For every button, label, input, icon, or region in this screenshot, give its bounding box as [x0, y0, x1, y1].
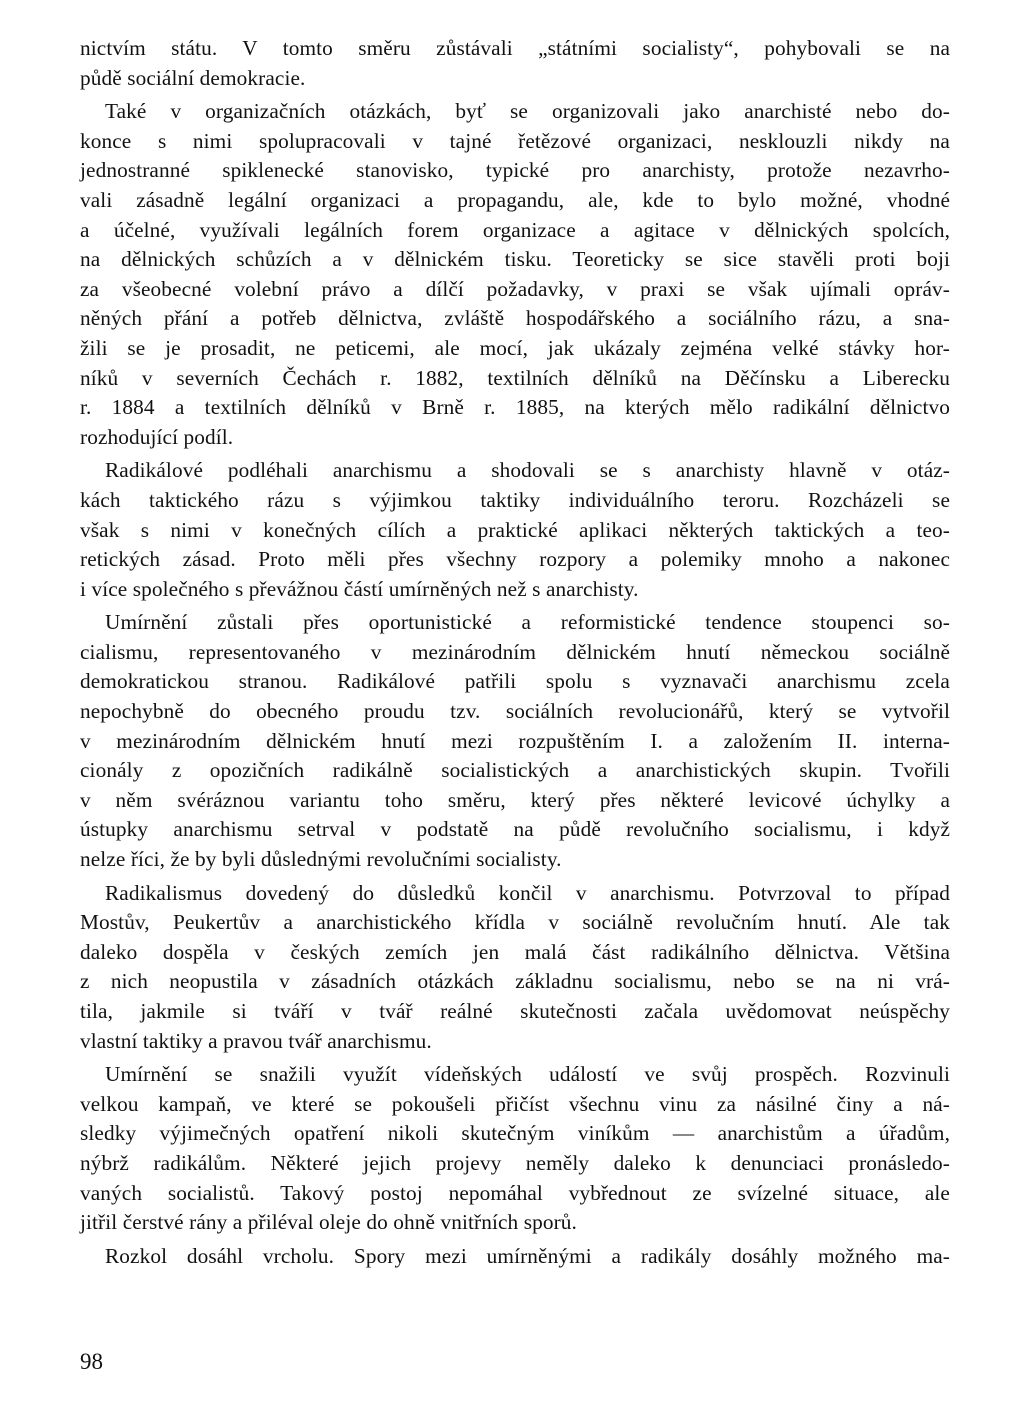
text-line: ústupky anarchismu setrval v podstatě na půdě revolučního socialismu, i když [80, 817, 950, 842]
text-line: Radikálové podléhali anarchismu a shodovali se s anarchisty hlavně v otáz- [105, 458, 950, 483]
text-line: Umírnění se snažili využít vídeňských událostí ve svůj prospěch. Rozvinuli [105, 1062, 950, 1087]
text-line: v něm svéráznou variantu toho směru, který přes některé levicové úchylky a [80, 787, 950, 812]
text-line: daleko dospěla v českých zemích jen malá část radikálního dělnictva. Většina [80, 939, 950, 964]
text-line: konce s nimi spolupracovali v tajné řetězové organizaci, nesklouzli nikdy na [80, 128, 950, 153]
paragraph-5 [80, 879, 950, 1057]
page-number: 98 [80, 1349, 103, 1374]
text-line: nelze říci, že by byli důslednými revolučními socialisty. [80, 847, 562, 872]
text-line: níků v severních Čechách r. 1882, textilních dělníků na Děčínsku a Liberecku [80, 365, 950, 390]
text-line: Mostův, Peukertův a anarchistického křídla v sociálně revolučním hnutí. Ale tak [80, 910, 950, 935]
text-line: z nich neopustila v zásadních otázkách základnu socialismu, nebo se na ni vrá- [80, 969, 950, 994]
text-line: retických zásad. Proto měli přes všechny rozpory a polemiky mnoho a nakonec [80, 547, 950, 572]
paragraph-7 [80, 1242, 950, 1272]
text-line: cionály z opozičních radikálně socialistických a anarchistických skupin. Tvořili [80, 758, 950, 783]
paragraph-6 [80, 1060, 950, 1238]
text-line: vlastní taktiky a pravou tvář anarchismu. [80, 1028, 432, 1053]
text-line: na dělnických schůzích a v dělnickém tisku. Teoreticky se sice stavěli proti boji [80, 247, 950, 272]
text-line: Rozkol dosáhl vrcholu. Spory mezi umírněnými a radikály dosáhly možného ma- [105, 1243, 950, 1268]
text-line: nýbrž radikálům. Některé jejich projevy neměly daleko k denunciaci pronásledo- [80, 1150, 950, 1175]
text-line: kách taktického rázu s výjimkou taktiky individuálního teroru. Rozcházeli se [80, 487, 950, 512]
text-line: půdě sociální demokracie. [80, 65, 306, 90]
text-line: sledky výjimečných opatření nikoli skutečným viníkům — anarchistům a úřadům, [80, 1121, 950, 1146]
text-line: Také v organizačních otázkách, byť se organizovali jako anarchisté nebo do- [105, 99, 950, 124]
text-line: rozhodující podíl. [80, 424, 234, 449]
text-line: za všeobecné volební právo a dílčí požadavky, v praxi se však ujímali opráv- [80, 276, 950, 301]
body-text [80, 34, 950, 1271]
paragraph-4 [80, 608, 950, 874]
text-line: Radikalismus dovedený do důsledků končil v anarchismu. Potvrzoval to případ [105, 880, 950, 905]
text-line: něných přání a potřeb dělnictva, zvláště hospodářského a sociálního rázu, a sna- [80, 306, 950, 331]
text-line: nepochybně do obecného proudu tzv. sociálních revolucionářů, který se vytvořil [80, 699, 950, 724]
text-line: tila, jakmile si tváří v tvář reálné skutečnosti začala uvědomovat neúspěchy [80, 999, 950, 1023]
text-line: nictvím státu. V tomto směru zůstávali „státními socialisty“, pohybovali se na [80, 36, 950, 60]
text-line: demokratickou stranou. Radikálové patřili spolu s vyznavači anarchismu zcela [80, 669, 950, 694]
text-line: r. 1884 a textilních dělníků v Brně r. 1885, na kterých mělo radikální dělnictvo [80, 395, 950, 420]
text-line: vali zásadně legální organizaci a propagandu, ale, kde to bylo možné, vhodné [80, 187, 950, 212]
text-line: jitřil čerstvé rány a přiléval oleje do ohně vnitřních sporů. [80, 1210, 577, 1235]
paragraph-3 [80, 456, 950, 604]
text-line: žili se je prosadit, ne peticemi, ale mocí, jak ukázaly zejména velké stávky hor- [80, 335, 950, 360]
text-line: cialismu, representovaného v mezinárodním dělnickém hnutí německou sociálně [80, 639, 950, 664]
text-line: však s nimi v konečných cílích a praktické aplikaci některých taktických a teo- [80, 517, 950, 542]
paragraph-1 [80, 34, 950, 93]
text-line: vaných socialistů. Takový postoj nepomáhal vybřednout ze svízelné situace, ale [80, 1180, 950, 1205]
text-line: a účelné, využívali legálních forem organizace a agitace v dělnických spolcích, [80, 217, 950, 242]
text-line: velkou kampaň, ve které se pokoušeli přičíst všechnu vinu za násilné činy a ná- [80, 1091, 950, 1116]
text-line: Umírnění zůstali přes oportunistické a reformistické tendence stoupenci so- [105, 610, 950, 635]
paragraph-2 [80, 97, 950, 452]
text-line: i více společného s převážnou částí umírněných než s anarchisty. [80, 576, 639, 601]
text-line: jednostranné spiklenecké stanovisko, typické pro anarchisty, protože nezavrho- [80, 158, 950, 183]
text-line: v mezinárodním dělnickém hnutí mezi rozpuštěním I. a založením II. interna- [80, 728, 950, 753]
